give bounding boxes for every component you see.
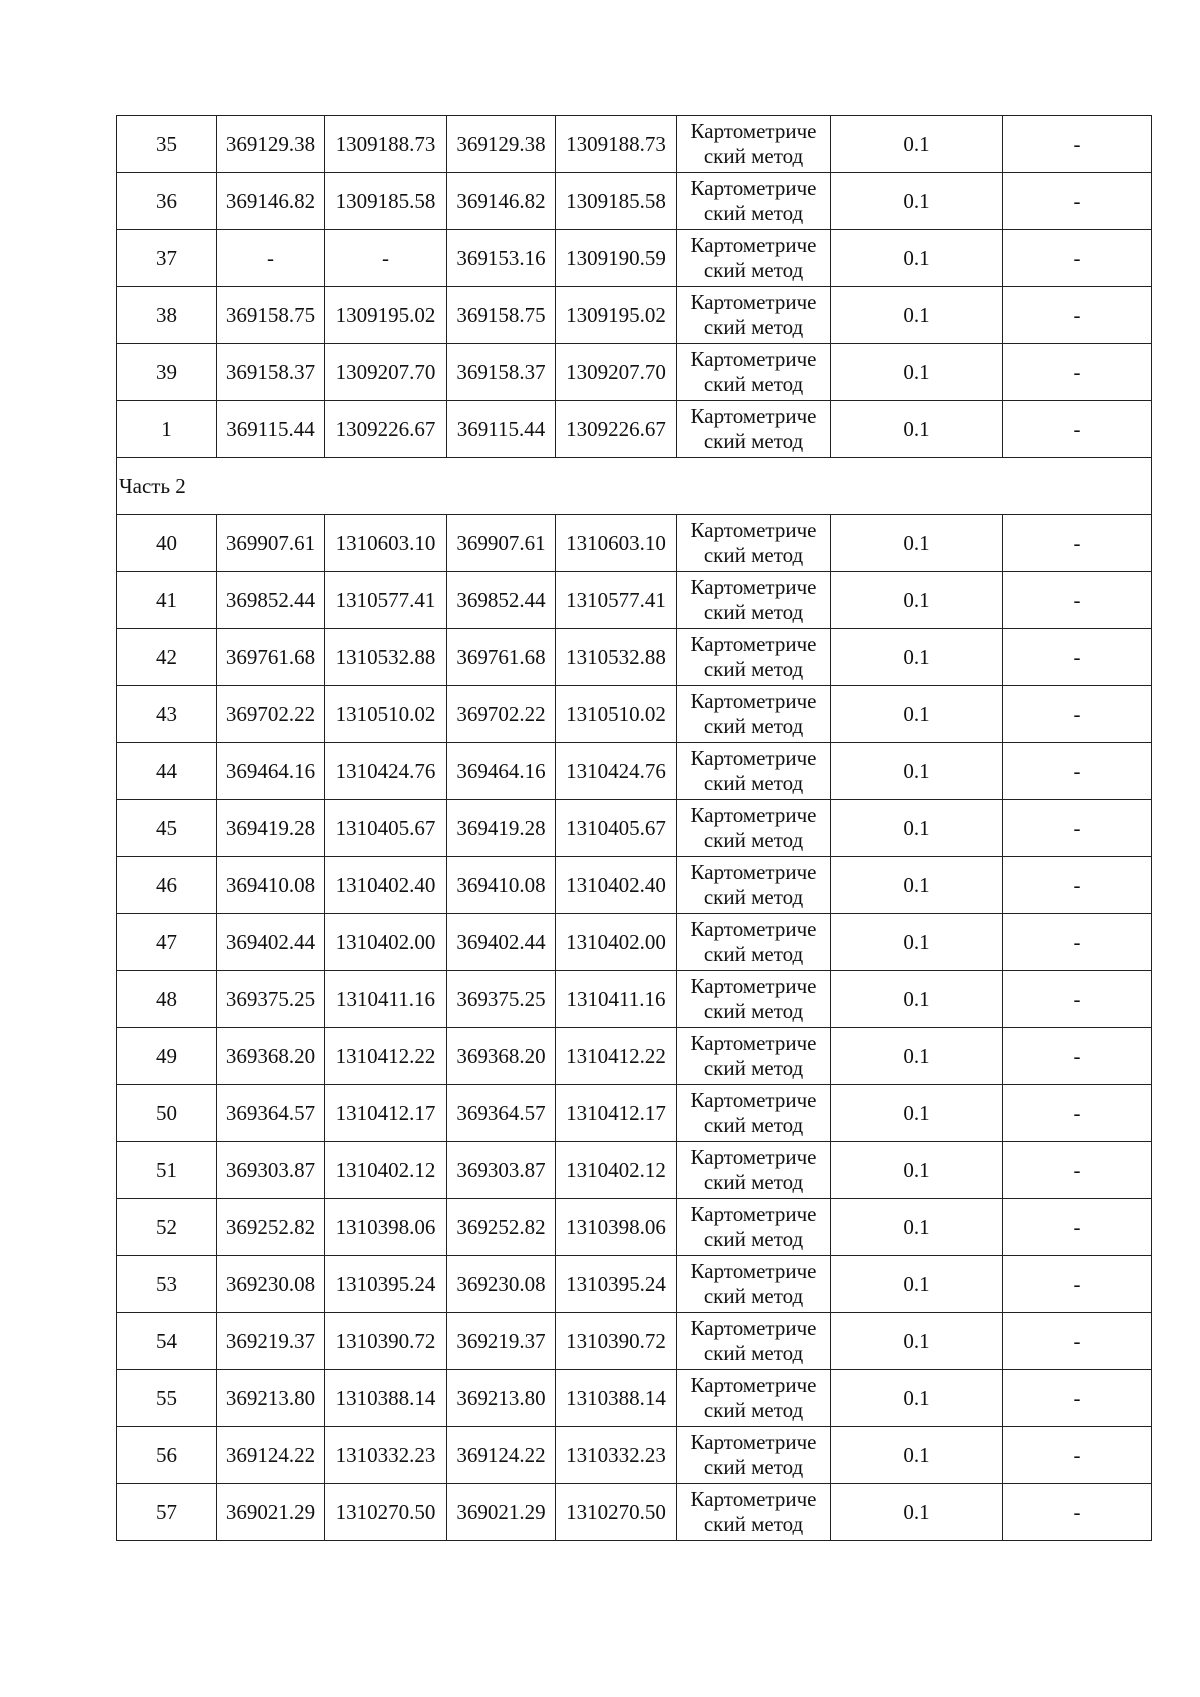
description-cell: - <box>1003 743 1152 800</box>
description-cell: - <box>1003 1028 1152 1085</box>
method-line-2: ский метод <box>703 372 804 396</box>
table-row <box>117 800 1152 857</box>
description-cell: - <box>1003 1256 1152 1313</box>
existing-x-cell: 369375.25 <box>217 971 325 1028</box>
existing-y-cell: - <box>325 230 447 287</box>
method-line-2: ский метод <box>703 144 804 168</box>
existing-y-cell: 1309195.02 <box>325 287 447 344</box>
table-row <box>117 572 1152 629</box>
table-row <box>117 515 1152 572</box>
method-line-1: Картометриче <box>690 176 817 200</box>
point-number-cell: 35 <box>117 116 217 173</box>
description-cell: - <box>1003 572 1152 629</box>
point-number-cell: 42 <box>117 629 217 686</box>
existing-x-cell: 369464.16 <box>217 743 325 800</box>
method-line-1: Картометриче <box>690 119 817 143</box>
table-row <box>117 686 1152 743</box>
method-line-1: Картометриче <box>690 518 817 542</box>
method-line-2: ский метод <box>703 828 804 852</box>
point-number-cell: 49 <box>117 1028 217 1085</box>
method-cell <box>677 572 831 629</box>
table-row <box>117 914 1152 971</box>
accuracy-cell: 0.1 <box>831 1199 1003 1256</box>
description-cell: - <box>1003 344 1152 401</box>
refined-y-cell: 1309188.73 <box>556 116 677 173</box>
description-cell: - <box>1003 686 1152 743</box>
method-cell <box>677 1313 831 1370</box>
point-number-cell: 53 <box>117 1256 217 1313</box>
existing-x-cell: 369907.61 <box>217 515 325 572</box>
point-number-cell: 38 <box>117 287 217 344</box>
method-line-1: Картометриче <box>690 347 817 371</box>
method-cell <box>677 1484 831 1541</box>
method-cell <box>677 287 831 344</box>
existing-y-cell: 1310332.23 <box>325 1427 447 1484</box>
method-line-2: ский метод <box>703 1170 804 1194</box>
table-row <box>117 1085 1152 1142</box>
description-cell: - <box>1003 173 1152 230</box>
method-cell <box>677 1028 831 1085</box>
point-number-cell: 57 <box>117 1484 217 1541</box>
point-number-cell: 51 <box>117 1142 217 1199</box>
existing-y-cell: 1310270.50 <box>325 1484 447 1541</box>
method-line-1: Картометриче <box>690 1487 817 1511</box>
existing-x-cell: 369124.22 <box>217 1427 325 1484</box>
table-row <box>117 287 1152 344</box>
refined-x-cell: 369702.22 <box>447 686 556 743</box>
method-line-2: ский метод <box>703 999 804 1023</box>
existing-x-cell: 369146.82 <box>217 173 325 230</box>
refined-y-cell: 1310411.16 <box>556 971 677 1028</box>
refined-y-cell: 1310395.24 <box>556 1256 677 1313</box>
refined-x-cell: 369219.37 <box>447 1313 556 1370</box>
method-line-2: ский метод <box>703 543 804 567</box>
method-line-2: ский метод <box>703 1341 804 1365</box>
accuracy-cell: 0.1 <box>831 1142 1003 1199</box>
method-line-2: ский метод <box>703 1512 804 1536</box>
method-line-1: Картометриче <box>690 632 817 656</box>
refined-x-cell: 369464.16 <box>447 743 556 800</box>
description-cell: - <box>1003 1199 1152 1256</box>
refined-x-cell: 369410.08 <box>447 857 556 914</box>
method-line-1: Картометриче <box>690 974 817 998</box>
method-line-1: Картометриче <box>690 803 817 827</box>
refined-y-cell: 1310577.41 <box>556 572 677 629</box>
refined-x-cell: 369129.38 <box>447 116 556 173</box>
method-cell <box>677 173 831 230</box>
refined-x-cell: 369115.44 <box>447 401 556 458</box>
existing-y-cell: 1309207.70 <box>325 344 447 401</box>
refined-y-cell: 1310388.14 <box>556 1370 677 1427</box>
accuracy-cell: 0.1 <box>831 572 1003 629</box>
method-line-1: Картометриче <box>690 404 817 428</box>
refined-y-cell: 1310412.22 <box>556 1028 677 1085</box>
existing-y-cell: 1310412.22 <box>325 1028 447 1085</box>
existing-y-cell: 1309185.58 <box>325 173 447 230</box>
table-row <box>117 1028 1152 1085</box>
existing-y-cell: 1310424.76 <box>325 743 447 800</box>
description-cell: - <box>1003 1313 1152 1370</box>
existing-y-cell: 1310395.24 <box>325 1256 447 1313</box>
section-label: Часть 2 <box>117 458 1152 515</box>
description-cell: - <box>1003 857 1152 914</box>
refined-y-cell: 1310424.76 <box>556 743 677 800</box>
method-cell <box>677 914 831 971</box>
existing-x-cell: 369410.08 <box>217 857 325 914</box>
method-line-2: ский метод <box>703 885 804 909</box>
point-number-cell: 52 <box>117 1199 217 1256</box>
refined-x-cell: 369852.44 <box>447 572 556 629</box>
method-cell <box>677 686 831 743</box>
refined-y-cell: 1310270.50 <box>556 1484 677 1541</box>
method-line-1: Картометриче <box>690 1031 817 1055</box>
method-line-2: ский метод <box>703 258 804 282</box>
method-cell <box>677 1427 831 1484</box>
refined-x-cell: 369252.82 <box>447 1199 556 1256</box>
accuracy-cell: 0.1 <box>831 1313 1003 1370</box>
method-cell <box>677 743 831 800</box>
method-line-1: Картометриче <box>690 917 817 941</box>
table-row <box>117 857 1152 914</box>
refined-y-cell: 1310390.72 <box>556 1313 677 1370</box>
existing-x-cell: 369702.22 <box>217 686 325 743</box>
method-line-2: ский метод <box>703 771 804 795</box>
coordinates-table <box>116 115 1152 1541</box>
refined-y-cell: 1310405.67 <box>556 800 677 857</box>
method-cell <box>677 800 831 857</box>
point-number-cell: 36 <box>117 173 217 230</box>
point-number-cell: 41 <box>117 572 217 629</box>
refined-x-cell: 369153.16 <box>447 230 556 287</box>
existing-y-cell: 1309188.73 <box>325 116 447 173</box>
existing-x-cell: 369402.44 <box>217 914 325 971</box>
method-line-1: Картометриче <box>690 1259 817 1283</box>
existing-y-cell: 1310603.10 <box>325 515 447 572</box>
method-cell <box>677 1370 831 1427</box>
table-row <box>117 173 1152 230</box>
refined-x-cell: 369021.29 <box>447 1484 556 1541</box>
accuracy-cell: 0.1 <box>831 287 1003 344</box>
table-row <box>117 230 1152 287</box>
accuracy-cell: 0.1 <box>831 857 1003 914</box>
method-cell <box>677 515 831 572</box>
table-row <box>117 344 1152 401</box>
existing-y-cell: 1310402.12 <box>325 1142 447 1199</box>
method-line-2: ский метод <box>703 1113 804 1137</box>
existing-x-cell: 369219.37 <box>217 1313 325 1370</box>
point-number-cell: 43 <box>117 686 217 743</box>
point-number-cell: 54 <box>117 1313 217 1370</box>
method-line-1: Картометриче <box>690 290 817 314</box>
accuracy-cell: 0.1 <box>831 1427 1003 1484</box>
existing-x-cell: 369021.29 <box>217 1484 325 1541</box>
refined-y-cell: 1309190.59 <box>556 230 677 287</box>
refined-y-cell: 1310510.02 <box>556 686 677 743</box>
existing-x-cell: 369368.20 <box>217 1028 325 1085</box>
table-row <box>117 1484 1152 1541</box>
description-cell: - <box>1003 287 1152 344</box>
table-row <box>117 1142 1152 1199</box>
existing-x-cell: 369158.37 <box>217 344 325 401</box>
description-cell: - <box>1003 914 1152 971</box>
existing-y-cell: 1310411.16 <box>325 971 447 1028</box>
existing-y-cell: 1310398.06 <box>325 1199 447 1256</box>
method-line-2: ский метод <box>703 315 804 339</box>
method-cell <box>677 1256 831 1313</box>
refined-x-cell: 369303.87 <box>447 1142 556 1199</box>
method-line-1: Картометриче <box>690 1145 817 1169</box>
existing-x-cell: 369303.87 <box>217 1142 325 1199</box>
refined-x-cell: 369230.08 <box>447 1256 556 1313</box>
method-line-2: ский метод <box>703 1284 804 1308</box>
refined-y-cell: 1310532.88 <box>556 629 677 686</box>
method-line-1: Картометриче <box>690 1430 817 1454</box>
method-line-1: Картометриче <box>690 1316 817 1340</box>
method-line-1: Картометриче <box>690 860 817 884</box>
method-line-2: ский метод <box>703 201 804 225</box>
existing-y-cell: 1310405.67 <box>325 800 447 857</box>
table-row <box>117 1199 1152 1256</box>
accuracy-cell: 0.1 <box>831 743 1003 800</box>
table-row <box>117 116 1152 173</box>
existing-y-cell: 1310532.88 <box>325 629 447 686</box>
refined-y-cell: 1309207.70 <box>556 344 677 401</box>
table-row <box>117 1427 1152 1484</box>
method-cell <box>677 116 831 173</box>
table-row <box>117 971 1152 1028</box>
description-cell: - <box>1003 971 1152 1028</box>
accuracy-cell: 0.1 <box>831 116 1003 173</box>
point-number-cell: 48 <box>117 971 217 1028</box>
method-cell <box>677 230 831 287</box>
table-body <box>117 116 1152 1541</box>
point-number-cell: 45 <box>117 800 217 857</box>
point-number-cell: 56 <box>117 1427 217 1484</box>
method-line-2: ский метод <box>703 1455 804 1479</box>
accuracy-cell: 0.1 <box>831 1370 1003 1427</box>
existing-y-cell: 1310402.40 <box>325 857 447 914</box>
refined-y-cell: 1310402.40 <box>556 857 677 914</box>
existing-x-cell: 369419.28 <box>217 800 325 857</box>
table-row <box>117 629 1152 686</box>
method-cell <box>677 1142 831 1199</box>
refined-y-cell: 1310412.17 <box>556 1085 677 1142</box>
method-cell <box>677 1199 831 1256</box>
refined-x-cell: 369158.75 <box>447 287 556 344</box>
refined-y-cell: 1310402.12 <box>556 1142 677 1199</box>
point-number-cell: 39 <box>117 344 217 401</box>
existing-x-cell: 369761.68 <box>217 629 325 686</box>
refined-x-cell: 369364.57 <box>447 1085 556 1142</box>
refined-y-cell: 1309226.67 <box>556 401 677 458</box>
accuracy-cell: 0.1 <box>831 515 1003 572</box>
existing-x-cell: 369129.38 <box>217 116 325 173</box>
method-cell <box>677 1085 831 1142</box>
description-cell: - <box>1003 515 1152 572</box>
description-cell: - <box>1003 1370 1152 1427</box>
refined-x-cell: 369907.61 <box>447 515 556 572</box>
table-row <box>117 1370 1152 1427</box>
refined-y-cell: 1309195.02 <box>556 287 677 344</box>
accuracy-cell: 0.1 <box>831 1085 1003 1142</box>
existing-x-cell: 369852.44 <box>217 572 325 629</box>
refined-y-cell: 1310402.00 <box>556 914 677 971</box>
refined-x-cell: 369761.68 <box>447 629 556 686</box>
point-number-cell: 46 <box>117 857 217 914</box>
section-row <box>117 458 1152 515</box>
method-line-1: Картометриче <box>690 1088 817 1112</box>
method-line-2: ский метод <box>703 600 804 624</box>
existing-x-cell: 369364.57 <box>217 1085 325 1142</box>
description-cell: - <box>1003 116 1152 173</box>
method-line-2: ский метод <box>703 1227 804 1251</box>
point-number-cell: 44 <box>117 743 217 800</box>
method-line-1: Картометриче <box>690 575 817 599</box>
description-cell: - <box>1003 401 1152 458</box>
point-number-cell: 55 <box>117 1370 217 1427</box>
method-line-1: Картометриче <box>690 746 817 770</box>
accuracy-cell: 0.1 <box>831 800 1003 857</box>
method-cell <box>677 857 831 914</box>
method-line-1: Картометриче <box>690 233 817 257</box>
existing-x-cell: 369230.08 <box>217 1256 325 1313</box>
accuracy-cell: 0.1 <box>831 686 1003 743</box>
existing-y-cell: 1310510.02 <box>325 686 447 743</box>
refined-x-cell: 369419.28 <box>447 800 556 857</box>
existing-x-cell: 369158.75 <box>217 287 325 344</box>
method-cell <box>677 344 831 401</box>
description-cell: - <box>1003 800 1152 857</box>
refined-x-cell: 369124.22 <box>447 1427 556 1484</box>
method-line-2: ский метод <box>703 429 804 453</box>
refined-x-cell: 369402.44 <box>447 914 556 971</box>
method-line-2: ский метод <box>703 1056 804 1080</box>
accuracy-cell: 0.1 <box>831 1028 1003 1085</box>
point-number-cell: 47 <box>117 914 217 971</box>
method-line-1: Картометриче <box>690 1373 817 1397</box>
accuracy-cell: 0.1 <box>831 1256 1003 1313</box>
existing-x-cell: 369252.82 <box>217 1199 325 1256</box>
refined-y-cell: 1310332.23 <box>556 1427 677 1484</box>
accuracy-cell: 0.1 <box>831 629 1003 686</box>
accuracy-cell: 0.1 <box>831 401 1003 458</box>
refined-y-cell: 1309185.58 <box>556 173 677 230</box>
existing-x-cell: 369115.44 <box>217 401 325 458</box>
table-row <box>117 401 1152 458</box>
existing-x-cell: 369213.80 <box>217 1370 325 1427</box>
method-line-1: Картометриче <box>690 689 817 713</box>
table-row <box>117 743 1152 800</box>
description-cell: - <box>1003 1427 1152 1484</box>
description-cell: - <box>1003 629 1152 686</box>
table-row <box>117 1256 1152 1313</box>
point-number-cell: 50 <box>117 1085 217 1142</box>
table-row <box>117 1313 1152 1370</box>
refined-x-cell: 369213.80 <box>447 1370 556 1427</box>
method-line-2: ский метод <box>703 1398 804 1422</box>
refined-y-cell: 1310603.10 <box>556 515 677 572</box>
refined-y-cell: 1310398.06 <box>556 1199 677 1256</box>
method-cell <box>677 401 831 458</box>
method-cell <box>677 629 831 686</box>
point-number-cell: 40 <box>117 515 217 572</box>
description-cell: - <box>1003 230 1152 287</box>
existing-y-cell: 1309226.67 <box>325 401 447 458</box>
point-number-cell: 37 <box>117 230 217 287</box>
accuracy-cell: 0.1 <box>831 230 1003 287</box>
existing-y-cell: 1310577.41 <box>325 572 447 629</box>
method-line-2: ский метод <box>703 942 804 966</box>
method-line-2: ский метод <box>703 657 804 681</box>
existing-x-cell: - <box>217 230 325 287</box>
existing-y-cell: 1310402.00 <box>325 914 447 971</box>
accuracy-cell: 0.1 <box>831 914 1003 971</box>
method-line-2: ский метод <box>703 714 804 738</box>
accuracy-cell: 0.1 <box>831 971 1003 1028</box>
refined-x-cell: 369368.20 <box>447 1028 556 1085</box>
refined-x-cell: 369158.37 <box>447 344 556 401</box>
existing-y-cell: 1310388.14 <box>325 1370 447 1427</box>
description-cell: - <box>1003 1484 1152 1541</box>
refined-x-cell: 369146.82 <box>447 173 556 230</box>
point-number-cell: 1 <box>117 401 217 458</box>
accuracy-cell: 0.1 <box>831 1484 1003 1541</box>
method-line-1: Картометриче <box>690 1202 817 1226</box>
description-cell: - <box>1003 1085 1152 1142</box>
existing-y-cell: 1310390.72 <box>325 1313 447 1370</box>
description-cell: - <box>1003 1142 1152 1199</box>
refined-x-cell: 369375.25 <box>447 971 556 1028</box>
accuracy-cell: 0.1 <box>831 344 1003 401</box>
existing-y-cell: 1310412.17 <box>325 1085 447 1142</box>
accuracy-cell: 0.1 <box>831 173 1003 230</box>
method-cell <box>677 971 831 1028</box>
